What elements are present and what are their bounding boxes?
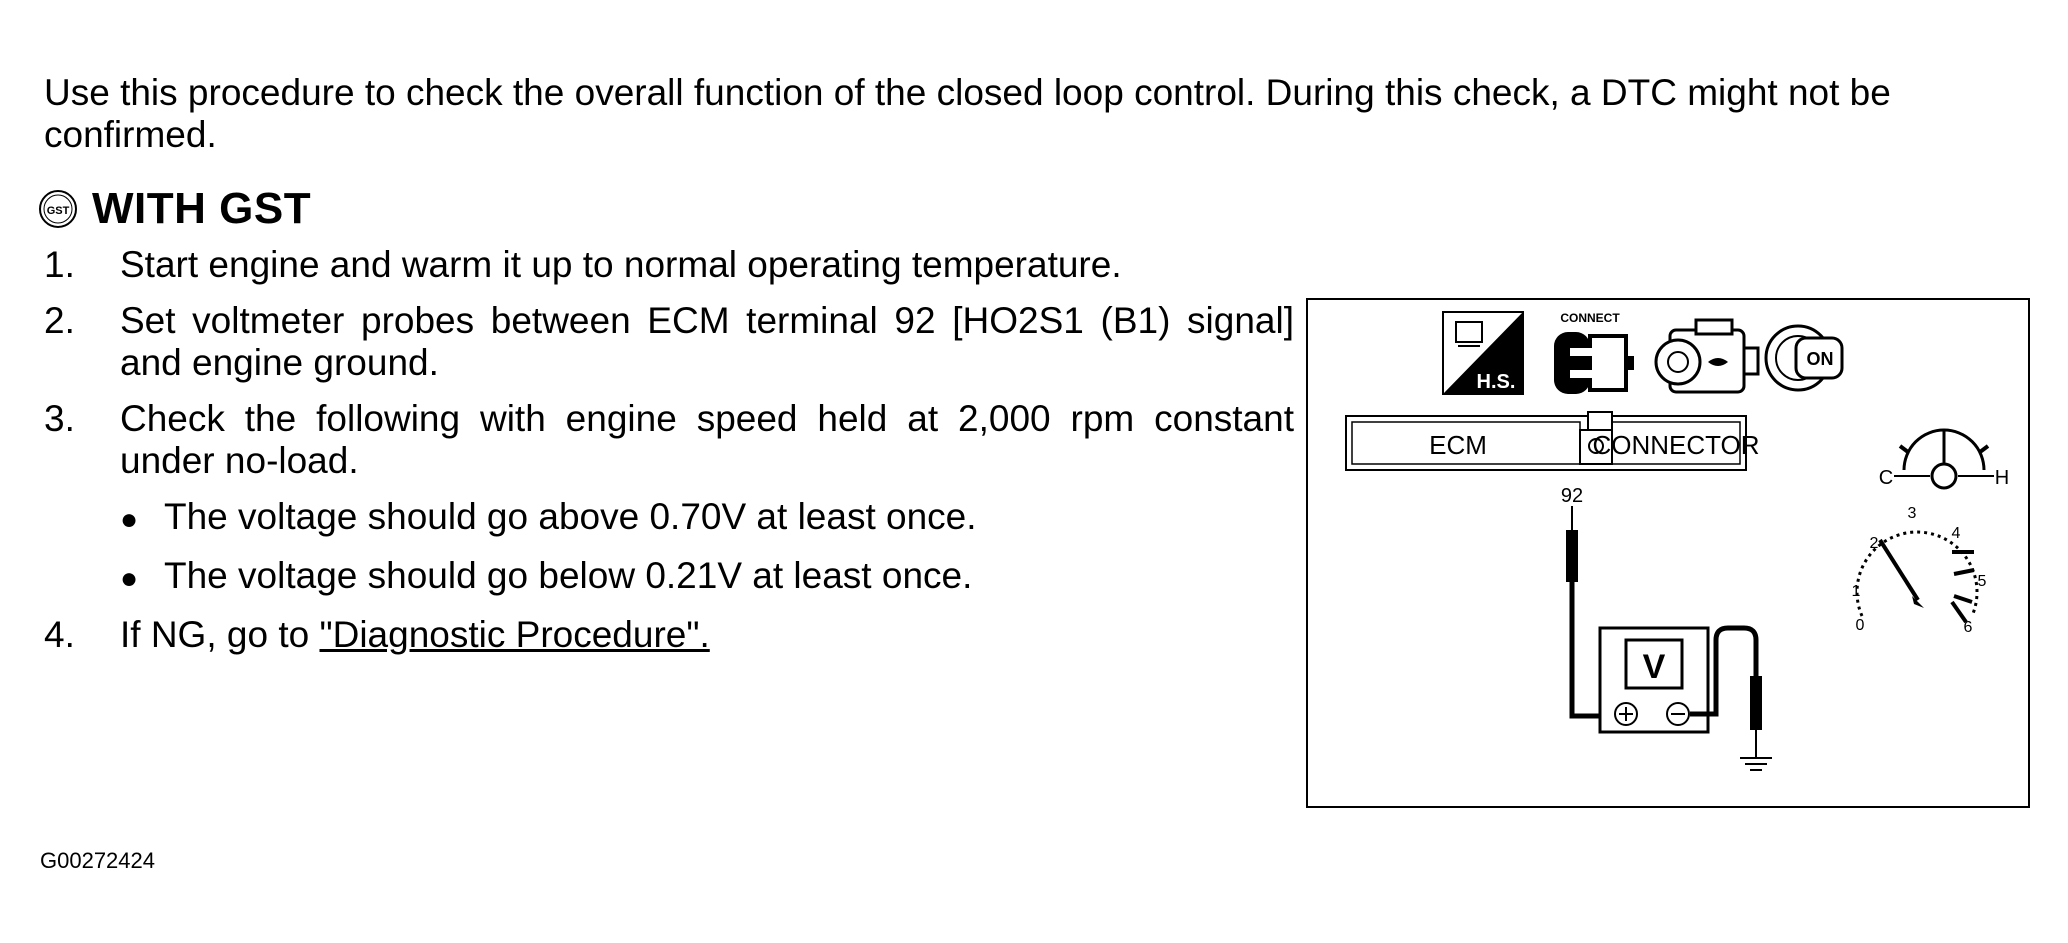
step-text: Start engine and warm it up to normal operating temperature.: [120, 244, 1122, 285]
gst-icon: [38, 189, 78, 229]
tach-tick-label: 5: [1977, 573, 1987, 590]
bullet-icon: ●: [120, 562, 139, 595]
intro-paragraph: Use this procedure to check the overall function of the closed loop control. During this check, a DTC might not be confirmed.: [44, 72, 1891, 155]
tach-tick-label: 3: [1907, 505, 1917, 522]
step-1: [44, 244, 1294, 286]
step-number: 3.: [44, 398, 75, 439]
step-4: [44, 614, 1294, 656]
terminal-92-label: 92: [1560, 485, 1584, 507]
step-2: [44, 300, 1294, 384]
hood-hs-icon: [1443, 312, 1523, 394]
procedure-steps: [44, 244, 1294, 670]
tachometer-icon: [1852, 505, 1987, 636]
probe-negative: [1750, 676, 1762, 730]
bullet-text: The voltage should go above 0.70V at least once.: [164, 496, 977, 537]
figure-id: G00272424: [40, 848, 155, 873]
temperature-gauge-icon: [1879, 430, 2009, 489]
tach-tick-label: 4: [1951, 525, 1961, 542]
step-number: 4.: [44, 614, 75, 655]
step-3: [44, 398, 1294, 482]
step-text: Check the following with engine speed held at 2,000 rpm constant under no-load.: [120, 398, 1294, 481]
temp-cold-label: C: [1878, 467, 1894, 489]
engine-running-icon: [1656, 320, 1758, 392]
ecm-label: ECM: [1429, 430, 1487, 460]
bullet-icon: ●: [120, 503, 139, 536]
gst-icon-text: GST: [46, 205, 70, 217]
bullet-item: [120, 496, 1294, 541]
hs-label: H.S.: [1476, 371, 1516, 393]
figure-drawing: [1308, 300, 2032, 810]
diagnostic-procedure-link[interactable]: "Diagnostic Procedure".: [319, 614, 710, 655]
tach-tick-label: 2: [1869, 535, 1879, 552]
step-number: 1.: [44, 244, 75, 285]
tach-tick-label: 6: [1963, 619, 1973, 636]
on-label: ON: [1806, 349, 1834, 369]
connect-label: CONNECT: [1560, 311, 1620, 325]
step-text: Set voltmeter probes between ECM terminal 92 [HO2S1 (B1) signal] and engine ground.: [120, 300, 1294, 383]
temp-hot-label: H: [1994, 467, 2010, 489]
connect-icon: [1554, 311, 1634, 394]
step-number: 2.: [44, 300, 75, 341]
connector-label: CONNECTOR: [1592, 430, 1760, 460]
ignition-on-icon: [1766, 326, 1842, 390]
tach-tick-label: 0: [1855, 617, 1865, 634]
bullet-text: The voltage should go below 0.21V at least once.: [164, 555, 973, 596]
step-text-prefix: If NG, go to: [120, 614, 320, 655]
ground-icon: [1740, 758, 1772, 770]
tach-tick-label: 1: [1851, 583, 1861, 600]
step-text: [120, 614, 1294, 656]
wiring-figure: [1306, 298, 2030, 808]
probe-positive: [1566, 530, 1578, 582]
meter-label: V: [1642, 648, 1666, 686]
bullet-item: [120, 555, 1294, 600]
section-heading: [38, 184, 311, 234]
ecm-connector: [1346, 412, 1760, 470]
section-title: WITH GST: [92, 184, 312, 233]
